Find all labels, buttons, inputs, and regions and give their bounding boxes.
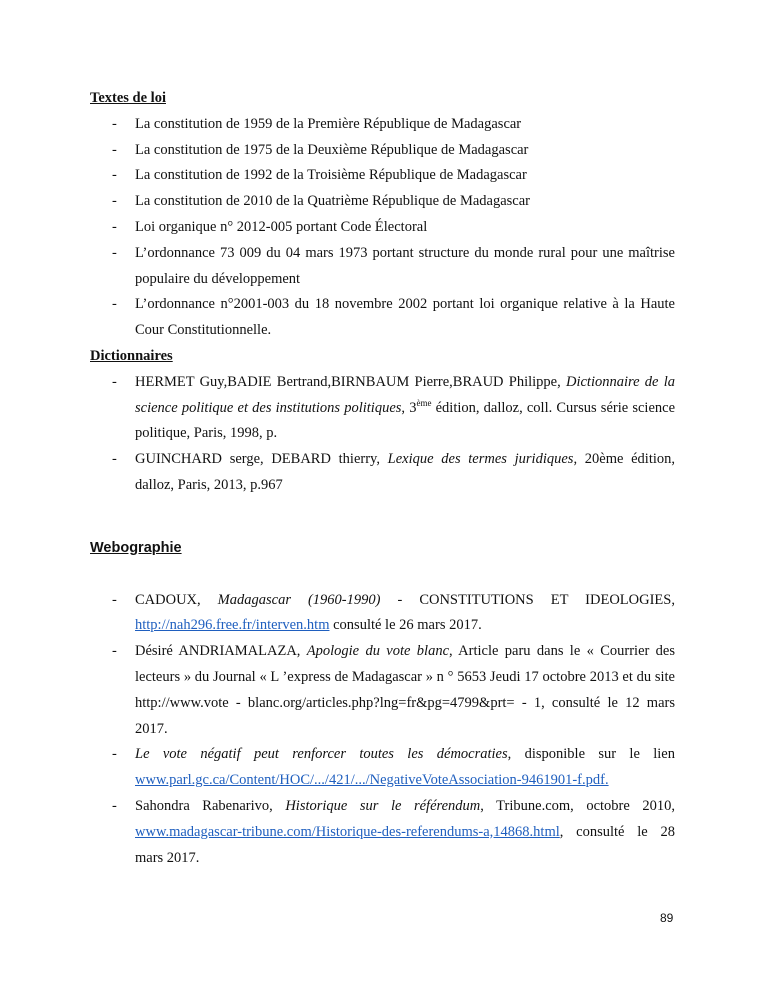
reference-title: Lexique des termes juridiques bbox=[387, 451, 574, 468]
reference-link[interactable]: www.madagascar-tribune.com/Historique-des-referendums-a,14868.html bbox=[135, 823, 560, 840]
reference-authors: GUINCHARD serge, DEBARD thierry, bbox=[135, 451, 388, 468]
reference-title: Historique sur le référendum bbox=[285, 797, 481, 814]
list-item: - L’ordonnance 73 009 du 04 mars 1973 portant structure du monde rural pour une maîtrise populaire du développement bbox=[90, 241, 675, 293]
list-item: - La constitution de 1975 de la Deuxième République de Madagascar bbox=[90, 138, 675, 164]
list-item: - Loi organique n° 2012-005 portant Code Électoral bbox=[90, 215, 675, 241]
reference-author: Désiré ANDRIAMALAZA, bbox=[135, 643, 307, 660]
reference-details: consulté le 26 mars 2017. bbox=[329, 617, 482, 634]
reference-subtitle: - CONSTITUTIONS ET IDEOLOGIES, bbox=[380, 591, 675, 608]
reference-author: Sahondra Rabenarivo, bbox=[135, 797, 286, 814]
reference-title: Apologie du vote blanc bbox=[306, 643, 450, 660]
list-item bbox=[90, 447, 675, 499]
list-item bbox=[90, 742, 675, 794]
reference-details: édition, dalloz, coll. Cursus série science politique, Paris, 1998, p. bbox=[135, 399, 675, 442]
reference-link[interactable]: www.parl.gc.ca/Content/HOC/.../421/.../NegativeVoteAssociation-9461901-f.pdf. bbox=[135, 772, 609, 789]
reference-authors: HERMET Guy,BADIE Bertrand,BIRNBAUM Pierre,BRAUD Philippe, bbox=[135, 373, 566, 390]
reference-details: , 20ème édition, dalloz, Paris, 2013, p.967 bbox=[135, 451, 676, 493]
list-item bbox=[90, 794, 675, 871]
list-item: - L’ordonnance n°2001-003 du 18 novembre 2002 portant loi organique relative à la Haute Cour Constitutionnelle. bbox=[90, 292, 675, 344]
reference-title: Madagascar (1960-1990) bbox=[217, 591, 381, 608]
list-item bbox=[90, 370, 675, 447]
list-webographie bbox=[90, 588, 675, 872]
reference-title: Le vote négatif peut renforcer toutes les démocraties bbox=[135, 746, 508, 763]
heading-textes-de-loi: Textes de loi bbox=[90, 90, 166, 106]
list-item bbox=[90, 639, 675, 742]
reference-details: , Tribune.com, octobre 2010, bbox=[480, 797, 675, 814]
list-dictionnaires bbox=[90, 370, 675, 499]
reference-edition: , 3 bbox=[401, 399, 417, 416]
reference-link[interactable]: http://nah296.free.fr/interven.htm bbox=[135, 617, 330, 634]
list-item: - La constitution de 1959 de la Première République de Madagascar bbox=[90, 112, 675, 138]
reference-author: CADOUX, bbox=[135, 591, 218, 608]
edition-superscript: ème bbox=[416, 397, 432, 408]
list-item bbox=[90, 588, 675, 640]
reference-details: , consulté le 28 mars 2017. bbox=[135, 823, 675, 866]
reference-details: , Article paru dans le « Courrier des lecteurs » du Journal « L ’express de Madagascar » n ° 5653 Jeudi 17 octobre 2013 et du site http://www.vote - blanc.org/articles.php?lng=fr&pg=4799&prt= - 1, consulté le 12 mars 2017. bbox=[135, 643, 676, 737]
bibliography-content bbox=[90, 86, 675, 871]
reference-title: Dictionnaire de la science politique et des institutions politiques bbox=[135, 373, 675, 416]
list-item: - La constitution de 1992 de la Troisième République de Madagascar bbox=[90, 163, 675, 189]
heading-webographie: Webographie bbox=[90, 539, 182, 556]
heading-dictionnaires: Dictionnaires bbox=[90, 347, 173, 364]
reference-details: , disponible sur le lien bbox=[507, 746, 675, 763]
list-item: - La constitution de 2010 de la Quatrième République de Madagascar bbox=[90, 189, 675, 215]
page-number: 89 bbox=[660, 911, 674, 925]
list-textes-de-loi bbox=[90, 112, 675, 344]
